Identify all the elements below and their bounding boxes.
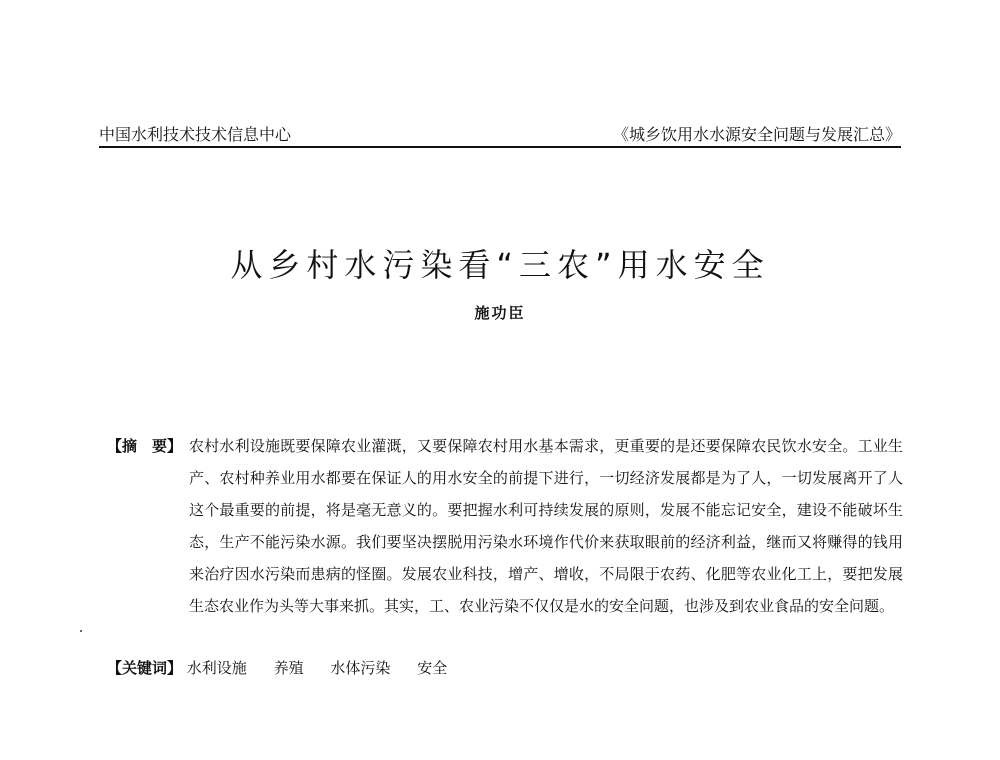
abstract-text: 农村水利设施既要保障农业灌溉，又要保障农村用水基本需求，更重要的是还要保障农民饮水安全。工业生产、农村种养业用水都要在保证人的用水安全的前提下进行，一切经济发展都是为了人，一切发展离开了人这个最重要的前提，将是毫无意义的。要把握水利可持续发展的原则，发展不能忘记安全，建设不能破坏生态，生产不能污染水源。我们要坚决摆脱用污染水环境作代价来获取眼前的经济利益，继而又将赚得的钱用来治疗因水污染而患病的怪圈。发展农业科技，增产、增收，不局限于农药、化肥等农业化工上，要把发展生态农业作为头等大事来抓。其实，工、农业污染不仅仅是水的安全问题，也涉及到农业食品的安全问题。 [189,437,903,615]
collection-title: 《城乡饮用水水源安全问题与发展汇总》 [612,125,901,144]
abstract-section [107,430,903,622]
article-title: 从乡村水污染看“三农”用水安全 [230,246,770,284]
scan-speck [80,630,82,632]
keyword-item: 养殖 [273,659,304,677]
keywords-section [107,654,469,682]
keywords-label: 【关键词】 [107,659,183,677]
keyword-item: 水利设施 [186,659,247,677]
article-author: 施功臣 [474,304,526,322]
abstract-label: 【摘 要】 [107,437,183,455]
keyword-item: 安全 [417,659,448,677]
page-header [99,120,901,148]
keyword-item: 水体污染 [330,659,391,677]
publisher-name: 中国水利技术技术信息中心 [99,125,292,144]
